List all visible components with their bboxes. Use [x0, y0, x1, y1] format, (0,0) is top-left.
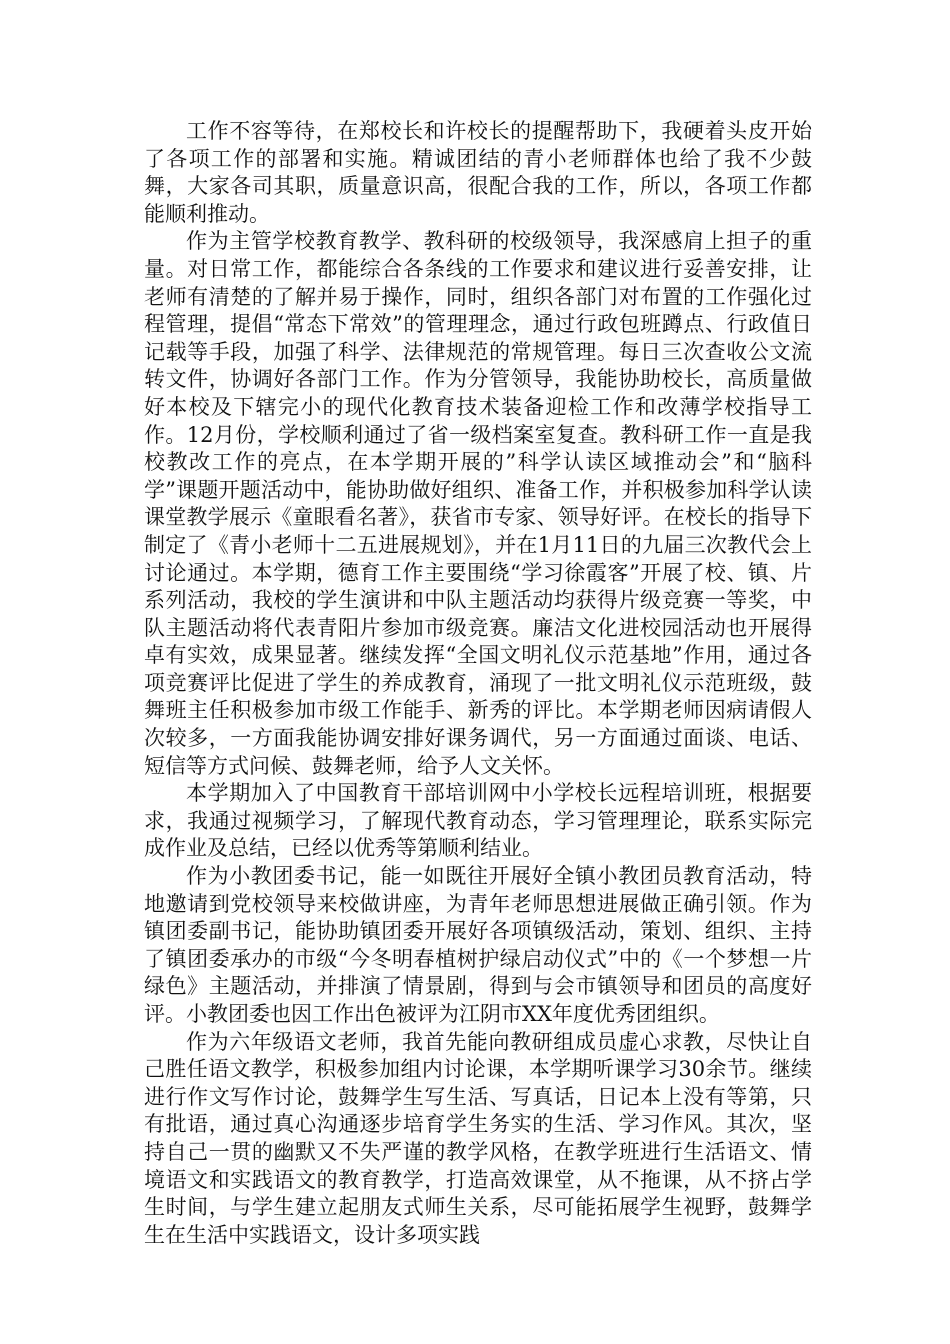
- document-body: [144, 118, 812, 1249]
- paragraph-management: 作为主管学校教育教学、教科研的校级领导，我深感肩上担子的重量。对日常工作，都能综合各条线的工作要求和建议进行妥善安排，让老师有清楚的了解并易于操作，同时，组织各部门对布置的工作强化过程管理，提倡“常态下常效”的管理理念，通过行政包班蹲点、行政值日记载等手段，加强了科学、法律规范的常规管理。每日三次查收公文流转文件，协调好各部门工作。作为分管领导，我能协助校长，高质量做好本校及下辖完小的现代化教育技术装备迎检工作和改薄学校指导工作。12月份，学校顺利通过了省一级档案室复查。教科研工作一直是我校教改工作的亮点，在本学期开展的”科学认读区域推动会”和“脑科学”课题开题活动中，能协助做好组织、准备工作，并积极参加科学认读课堂教学展示《童眼看名著》，获省市专家、领导好评。在校长的指导下制定了《青小老师十二五进展规划》，并在1月11日的九届三次教代会上讨论通过。本学期，德育工作主要围绕“学习徐霞客”开展了校、镇、片系列活动，我校的学生演讲和中队主题活动均获得片级竞赛一等奖，中队主题活动将代表青阳片参加市级竞赛。廉洁文化进校园活动也开展得卓有实效，成果显著。继续发挥“全国文明礼仪示范基地”作用，通过各项竞赛评比促进了学生的养成教育，涌现了一批文明礼仪示范班级，鼓舞班主任积极参加市级工作能手、新秀的评比。本学期老师因病请假人次较多，一方面我能协调安排好课务调代，另一方面通过面谈、电话、短信等方式问候、鼓舞老师，给予人文关怀。: [144, 229, 812, 778]
- paragraph-work-start: 工作不容等待，在郑校长和许校长的提醒帮助下，我硬着头皮开始了各项工作的部署和实施。精诚团结的青小老师群体也给了我不少鼓舞，大家各司其职，质量意识高，很配合我的工作，所以，各项工作都能顺利推动。: [144, 119, 812, 226]
- paragraph-training: 本学期加入了中国教育干部培训网中小学校长远程培训班，根据要求，我通过视频学习，了解现代教育动态，学习管理理论，联系实际完成作业及总结，已经以优秀等第顺利结业。: [144, 781, 812, 861]
- paragraph-youth-league: 作为小教团委书记，能一如既往开展好全镇小教团员教育活动，特地邀请到党校领导来校做讲座，为青年老师思想进展做正确引领。作为镇团委副书记，能协助镇团委开展好各项镇级活动，策划、组织、主持了镇团委承办的市级“今冬明春植树护绿启动仪式”中的《一个梦想一片绿色》主题活动，并排演了情景剧，得到与会市镇领导和团员的高度好评。小教团委也因工作出色被评为江阴市XX年度优秀团组织。: [144, 864, 812, 1026]
- paragraph-chinese-teaching: 作为六年级语文老师，我首先能向教研组成员虚心求教，尽快让自己胜任语文教学，积极参加组内讨论课，本学期听课学习30余节。继续进行作文写作讨论，鼓舞学生写生活、写真话，日记本上没有等第，只有批语，通过真心沟通逐步培育学生务实的生活、学习作风。其次，坚持自己一贯的幽默又不失严谨的教学风格，在教学班进行生活语文、情境语文和实践语文的教育教学，打造高效课堂，从不拖课，从不挤占学生时间，与学生建立起朋友式师生关系，尽可能拓展学生视野，鼓舞学生在生活中实践语文，设计多项实践: [144, 1029, 812, 1247]
